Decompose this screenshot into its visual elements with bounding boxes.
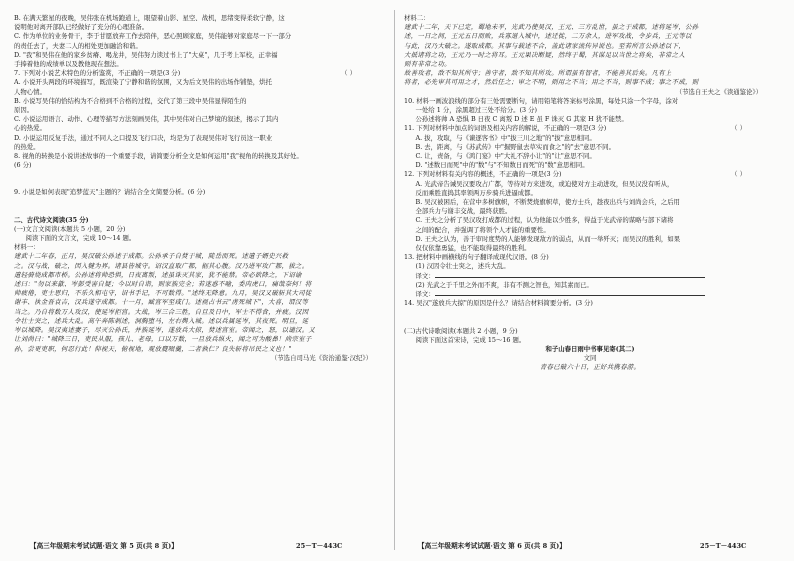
- question-13: 13. 把材料中画横线的句子翻译成现代汉语。(8 分): [404, 253, 549, 262]
- option-line: D. 王夫之认为，善于审时度势的人能够发现敌方的弱点，从而一举歼灭；而吴汉的胜利，如果: [415, 234, 681, 243]
- option-line: D. "述数日而死"中的"数"与"不知数日而死"的"数"意思相同。: [415, 161, 589, 170]
- section-2-heading: 二、古代诗文阅读(35 分): [14, 215, 89, 224]
- footer-left-code: 25－T－443C: [296, 542, 343, 550]
- text-line: C. 作为单位的业务骨干，李于甘愿放弃工作去陪伴，恶心照顾家庭，吴伟能够对家庭尽一下一部分: [14, 32, 292, 41]
- right-column: [404, 14, 776, 532]
- sub-section-1: (一)文言文阅读(本题共 5 小题，20 分): [14, 224, 126, 233]
- q6-options-block: [14, 14, 386, 69]
- left-column: [14, 14, 386, 532]
- text-line: B. 在满天繁星的夜晚，吴伟张在机场跑道上，眼望着山影、星空、战机，思绪变得柔软宁静，这: [14, 14, 285, 22]
- question-8: [14, 152, 386, 170]
- poem-title: 和子山春日雨中书事见寄(其二): [545, 344, 635, 353]
- footer-right-code: 25－T－443C: [700, 542, 747, 550]
- question-10-options: 公孙述将帅 A 恐惧 B 日夜 C 离叛 D 述 E 虽 F 诛灭 G 其家 H 犹不能禁。: [415, 115, 628, 124]
- sub-section-2: (二)古代诗歌阅读(本题共 2 小题，9 分): [404, 326, 518, 335]
- material-1-label: 材料一：: [14, 243, 40, 252]
- option-line: B. 去，距离，与《苏武传》中"掘野鼠去草实而食之"的"去"意思不同。: [415, 142, 615, 151]
- q7-options: [14, 78, 386, 152]
- classical-line: 则有非常之功。: [404, 60, 451, 69]
- option-line: A. 光武帝告诫吴汉要攻占广都，等待对方来进攻，或迫使对方主动进攻，但吴汉没有听从，: [415, 179, 674, 188]
- answer-space: [404, 309, 776, 327]
- text-line: 的责任去了，夫妻二人的相处更加融洽和谐。: [14, 41, 142, 50]
- question-line: 8. 视角的转换是小说讲述故事的一个重要手段，请简要分析全文是如何运用"我"视角的转换及其好处。: [14, 152, 303, 161]
- q11-options: [404, 134, 776, 171]
- option-line: 仅仅依靠勇猛，也不能取得最终的胜利。: [415, 244, 531, 253]
- text-line: D. "我"和吴伟在他的家乡贫瘠、喝龙井，吴伟努力读过书上了"大桌"，几于考上军校，正幸福: [14, 50, 278, 59]
- option-line: 人物心情。: [14, 87, 46, 96]
- column-divider: [394, 10, 395, 550]
- source-2: （节选自王夫之《读通鉴论》）: [675, 87, 762, 96]
- classical-line: 当之。乃自将数万人攻汉，使延岑拒宫。大战，岑三合三胜，自旦及日中，军士不得食，并疲。汉因: [14, 307, 309, 316]
- classical-line: 故善攻者，敌不知其所守；善守者，敌不知其所攻。所谓虽有智者，不能善其后矣。凡有上: [404, 69, 672, 78]
- classical-line: 令壮士突之，述兵大乱。高午奔陈刺述，洞胸堕马，左右舆入城。述以兵属延岑，其夜死。明旦，延: [14, 316, 309, 325]
- classical-line: 与此，汉乃大破之。遂取成都。其事与载述不合，盖此诸家流传异说也。至若所言公孙述以下，: [404, 41, 686, 50]
- q12-options: [404, 180, 776, 254]
- answer-paren: （ ）: [341, 69, 356, 78]
- footer-left-label: 【高三年级期末考试试题·语文 第 5 页(共 8 页)】: [30, 542, 178, 550]
- option-line: D. 小说运用反复手法，通过不同人之口提及飞行口决，均是为了表现吴伟对飞行员这一职业: [14, 133, 273, 142]
- question-7: 7. 下列对小说艺术特色的分析鉴赏，不正确的一项是(3 分) （ ）: [14, 69, 386, 78]
- material-2-label: 材料二：: [404, 14, 430, 22]
- classical-line: 让刘尚曰："城降三日，吏民从服，孩儿、老母，口以万数，一旦放兵纵火，闻之可为酸鼻！尚宗室子: [14, 335, 312, 344]
- question-10-cont: 一处给 1 分，涂黑超过三处不给分。(3 分): [415, 106, 537, 115]
- classical-line: 岑以城降。吴汉夷述妻子，尽灭公孙氏，并族延岑，遂放兵大掠，焚述宫室。帝闻之，怒，以谴汉。又: [14, 326, 316, 335]
- classical-line: 之。汉与战，破之，因入犍为界。诸县皆城守。诏汉直取广都，据其心腹。汉乃进军攻广都，拔之。: [14, 261, 309, 270]
- classical-text-2: [404, 23, 776, 87]
- answer-paren: （ ）: [731, 170, 746, 179]
- poem-author: 文同: [583, 354, 597, 363]
- text-line: 说明他对离开部队已经做好了充分的心理准备。: [14, 23, 149, 32]
- question-line: (6 分): [14, 161, 32, 170]
- sub-section-1-intro: 阅读下面的文言文，完成 10～14 题。: [25, 234, 136, 243]
- option-line: B. 吴汉被困后，在营中多树旗帜，不断焚烧旗帜草，使方士兵，趁夜出兵与刘尚会兵，之后用: [415, 198, 680, 207]
- classical-line: 建武十二年春，正月，吴汉破公孙述于成都。公孙承子自焚于城，陡岳而死。述遣子婿史兴救: [14, 252, 289, 261]
- classical-line: 孙，尝更吏职，何忍行此！仰视天，俯视地，观放麑啜羹，二者孰仁？良失斩将吊民之义也！": [14, 344, 292, 353]
- question-11: 11. 下列对材料中加点的词语及相关内容的解说，不正确的一项是(3 分) （ ）: [404, 124, 776, 133]
- option-line: C. 让，责备，与《鸿门宴》中"大礼不辞小让"的"让"意思不同。: [415, 152, 596, 161]
- option-line: B. 小说写吴伟的恰结构为不合格到不合格的过程，交代了第三段中吴伟显得陌生的: [14, 96, 247, 105]
- option-line: A. 小说开头两段的环境描写，既渲染了宁静和谐的氛围，又为后文吴伟的出场作铺垫，烘托: [14, 78, 272, 87]
- text-line: 手捧着他的成绩单以及教他现在想法。: [14, 60, 123, 69]
- poem-line-1: 青春已破六十日，正好共携春游。: [539, 363, 641, 372]
- option-line: 之间的配合，并强调了将领个人才能的重要性。: [415, 225, 550, 234]
- option-line: C. 小说运用语言、动作、心理等描写方法刻画吴伟，其中吴伟对自己梦境的叙述，揭示了其内: [14, 115, 279, 124]
- classical-line: 述，一日之间，王元五日而败，兵寡退入城中，述迁徙，二万余人，进军攻战，令步兵，王元等以: [404, 32, 692, 41]
- question-12: 12. 下列对材料有关内容的概述，不正确的一项是(3 分) （ ）: [404, 170, 776, 179]
- option-line: A. 拔，攻取，与《谏逐客书》中"拔三川之地"的"拔"意思相同。: [415, 133, 596, 142]
- option-line: 反而乘胜直捣其率领两万步骑兵进逼成都。: [415, 188, 537, 197]
- classical-line: 谢丰、执金吾袁吉，汉兵遂守成都。十一月，臧宫军至咸门。述视占书云"虏死城下"，大喜，谓汉等: [14, 298, 309, 307]
- classical-line: 述曰："勿以来歙、岑彭受害自疑；今以时自诣，则家族完全；若迷惑不喻，委肉虎口，痛哉奈何！将: [14, 280, 312, 289]
- option-line: 的热爱。: [14, 142, 40, 151]
- option-line: C. 王夫之分析了吴汉攻打成都的过程，认为他能以少胜多，得益于光武帝的谋略与部下诸将: [415, 216, 674, 225]
- classical-line: 将者，必先审其可用之才，然后任之；审之不明，则用之不当；用之不当，则事不成；事之不成，则: [404, 78, 699, 87]
- question-9: 9. 小说是如何表现"追梦蓝天"主题的？请结合全文简要分析。(6 分): [14, 188, 206, 197]
- question-10: 10. 材料一画波浪线的部分有三处需要断句，请用铅笔将答案标号涂黑，每处只涂一个字母，涂对: [404, 96, 679, 105]
- answer-space: [14, 198, 386, 216]
- option-line: 原因。: [14, 106, 34, 115]
- question-13-1: (1) 汉因令壮士突之，述兵大乱。: [415, 262, 510, 271]
- option-line: 全部兵力与谢丰交战，最终获胜。: [415, 207, 512, 216]
- sub-section-2-intro: 阅读下面这首宋诗，完成 15～16 题。: [415, 335, 526, 344]
- answer-space: [14, 170, 386, 188]
- source-1: （节选自司马光《资治通鉴·汉纪》）: [270, 353, 372, 362]
- classical-text-1: [14, 252, 386, 353]
- question-13-2: (2) 光武之于千里之外而不爽，非有不测之智也，知其素而已。: [415, 280, 593, 289]
- question-14: 14. 吴汉"遂放兵大掠"的原因是什么？请结合材料简要分析。(3 分): [404, 299, 593, 308]
- answer-paren: （ ）: [731, 124, 746, 133]
- classical-line: 大抵诸将之功，王元乃一时之将耳。王元果决断疑，然终于蜀，其谋足以当世之将矣，非常之人: [404, 50, 686, 59]
- option-line: 心的热爱。: [14, 124, 46, 133]
- classical-line: 建武十二年，天下已定，蜀地未平，光武乃使吴汉，王元、三方乱世，虽之于成都，述将延岑，公孙: [404, 23, 699, 32]
- translation-line-1: 译文：: [404, 272, 776, 281]
- translation-line-2: 译文：: [404, 290, 776, 299]
- footer-right-label: 【高三年级期末考试试题·语文 第 6 页(共 8 页)】: [418, 542, 566, 550]
- classical-line: 帅疲倦，吏士思归，不乐久相屯守，诏书手记，不可数得。"述终无降意。九月，吴汉又破斩其大司徒: [14, 289, 312, 298]
- classical-line: 遣轻骑烧成都市桥。公孙述将帅恐惧，日夜离叛，述虽诛灭其家，犹不能禁。帝必欲降之，下诏谕: [14, 270, 302, 279]
